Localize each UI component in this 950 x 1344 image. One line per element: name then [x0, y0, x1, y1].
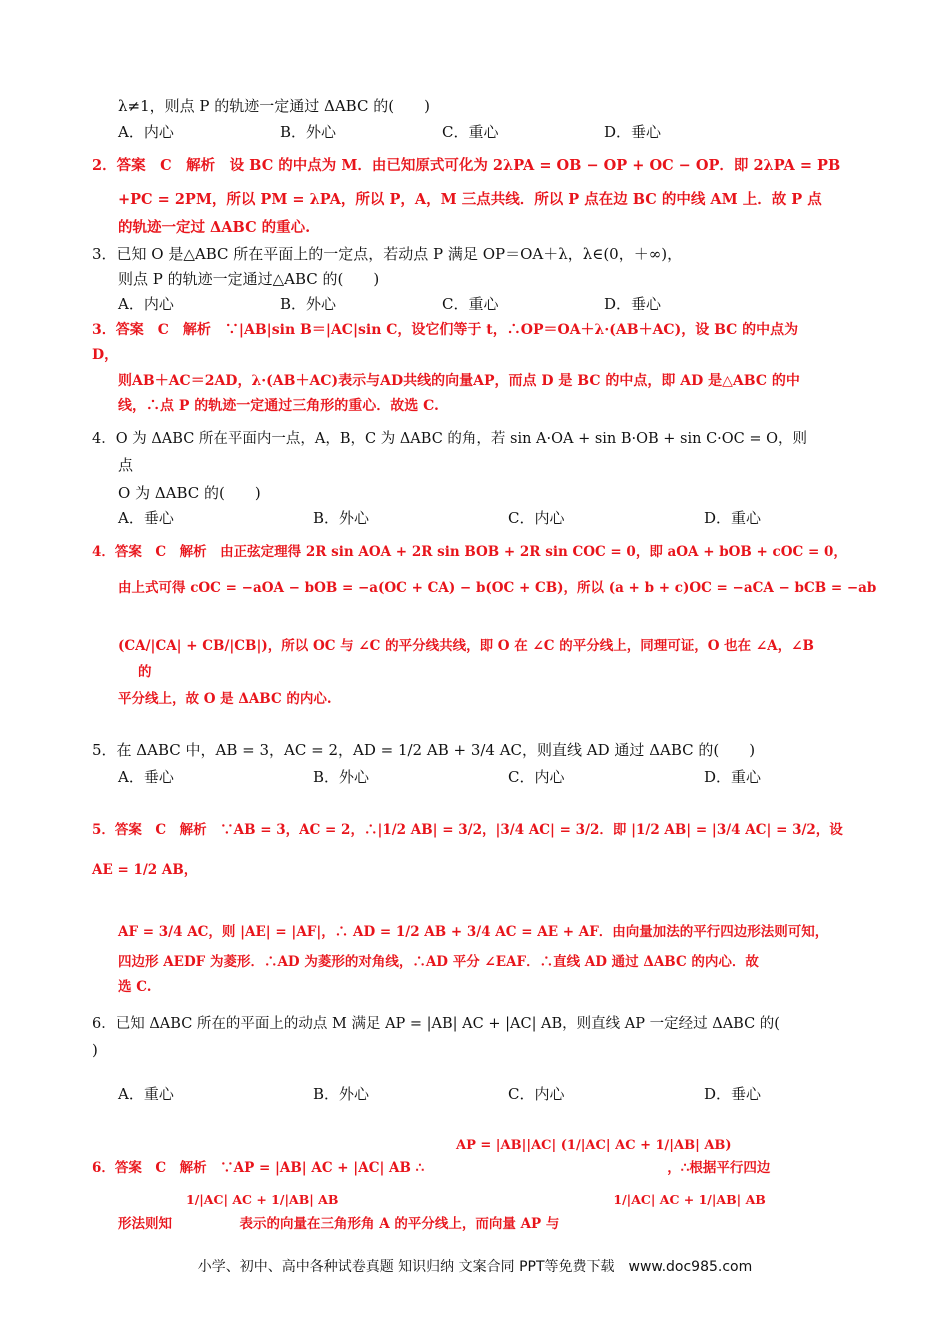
q2-answer-line-1: 2．答案 C 解析 设 BC 的中点为 M．由已知原式可化为 2λPA = OB − OP + OC − OP．即 2λPA = PB: [92, 157, 841, 174]
q5-option-c: C．内心: [508, 768, 565, 786]
q3-answer-line-4: 线，∴点 P 的轨迹一定通过三角形的重心．故选 C.: [118, 398, 439, 414]
q5-stem: 5．在 ΔABC 中，AB = 3，AC = 2，AD = 1/2 AB + 3/4 AC，则直线 AD 通过 ΔABC 的( ): [92, 741, 756, 759]
q5-answer-line-5: 选 C.: [118, 979, 152, 995]
q2-answer-line-2: +PC = 2PM，所以 PM = λPA，所以 P，A，M 三点共线．所以 P 点在边 BC 的中线 AM 上．故 P 点: [118, 191, 822, 208]
q3-stem-line-2: 则点 P 的轨迹一定通过△ABC 的( ): [118, 270, 380, 288]
q4-option-a: A．垂心: [118, 509, 174, 527]
q3-stem-line-1: 3．已知 O 是△ABC 所在平面上的一定点，若动点 P 满足 OP＝OA＋λ，λ∈(0，＋∞)，: [92, 245, 683, 263]
q3-option-d: D．垂心: [604, 295, 662, 313]
q1-option-b: B．外心: [280, 123, 337, 141]
q6-stem-line-2: ): [92, 1041, 98, 1059]
q6-option-b: B．外心: [313, 1085, 370, 1103]
q3-answer-line-2: D，: [92, 347, 119, 363]
q4-answer-line-5: 平分线上，故 O 是 ΔABC 的内心.: [118, 691, 332, 707]
q1-option-a: A．内心: [118, 123, 174, 141]
q3-option-a: A．内心: [118, 295, 174, 313]
q4-option-b: B．外心: [313, 509, 370, 527]
q5-answer-line-3: AF = 3/4 AC，则 |AE| = |AF|，∴ AD = 1/2 AB + 3/4 AC = AE + AF．由向量加法的平行四边形法则可知，: [118, 924, 829, 940]
q3-option-c: C．重心: [442, 295, 499, 313]
q4-answer-line-1: 4．答案 C 解析 由正弦定理得 2R sin AOA + 2R sin BOB + 2R sin COC = 0，即 aOA + bOB + cOC = 0，: [92, 544, 847, 560]
q6-stem-line-1: 6．已知 ΔABC 所在的平面上的动点 M 满足 AP = |AB| AC + |AC| AB，则直线 AP 一定经过 ΔABC 的(: [92, 1016, 780, 1032]
q4-answer-line-4: 的: [138, 664, 152, 680]
page-footer: 小学、初中、高中各种试卷真题 知识归纳 文案合同 PPT等免费下载 www.doc985.com: [197, 1259, 753, 1275]
q6-answer-fraction-row: 1/|AC| AC + 1/|AB| AB 1/|AC| AC + 1/|AB| AB: [186, 1192, 766, 1207]
q5-answer-line-4: 四边形 AEDF 为菱形．∴AD 为菱形的对角线，∴AD 平分 ∠EAF．∴直线 AD 通过 ΔABC 的内心．故: [118, 954, 759, 970]
q3-answer-line-1: 3．答案 C 解析 ∵|AB|sin B＝|AC|sin C，设它们等于 t，∴OP＝OA＋λ·(AB＋AC)，设 BC 的中点为: [92, 322, 799, 338]
q6-option-a: A．重心: [118, 1085, 174, 1103]
q5-option-b: B．外心: [313, 768, 370, 786]
q1-option-d: D．垂心: [604, 123, 662, 141]
q5-option-a: A．垂心: [118, 768, 174, 786]
q5-answer-line-2: AE = 1/2 AB，: [92, 862, 198, 878]
q4-answer-line-3: (CA/|CA| + CB/|CB|)，所以 OC 与 ∠C 的平分线共线，即 O 在 ∠C 的平分线上，同理可证，O 也在 ∠A，∠B: [118, 638, 814, 654]
q5-option-d: D．重心: [704, 768, 762, 786]
q4-stem-line-2: 点: [118, 456, 134, 474]
q6-option-d: D．垂心: [704, 1085, 762, 1103]
q4-stem-line-1: 4．O 为 ΔABC 所在平面内一点，A，B，C 为 ΔABC 的角，若 sin A·OA + sin B·OB + sin C·OC = O，则: [92, 431, 808, 447]
q6-answer-line-2: 形法则知 表示的向量在三角形角 A 的平分线上，而向量 AP 与: [118, 1216, 560, 1232]
q3-option-b: B．外心: [280, 295, 337, 313]
q4-option-c: C．内心: [508, 509, 565, 527]
q1-option-c: C．重心: [442, 123, 499, 141]
q1-tail: λ≠1，则点 P 的轨迹一定通过 ΔABC 的( ): [118, 97, 430, 115]
q3-answer-line-3: 则AB＋AC＝2AD，λ·(AB＋AC)表示与AD共线的向量AP，而点 D 是 BC 的中点，即 AD 是△ABC 的中: [118, 373, 800, 389]
q6-option-c: C．内心: [508, 1085, 565, 1103]
q6-answer-line-1: 6．答案 C 解析 ∵AP = |AB| AC + |AC| AB ∴ ，∴根据平行四边: [92, 1160, 771, 1176]
q4-answer-line-2: 由上式可得 cOC = −aOA − bOB = −a(OC + CA) − b(OC + CB)，所以 (a + b + c)OC = −aCA − bCB = −ab: [118, 580, 877, 596]
q5-answer-line-1: 5．答案 C 解析 ∵AB = 3，AC = 2，∴|1/2 AB| = 3/2，|3/4 AC| = 3/2．即 |1/2 AB| = |3/4 AC| = 3/2，设: [92, 822, 843, 838]
q6-answer-formula: AP = |AB||AC| (1/|AC| AC + 1/|AB| AB): [456, 1138, 732, 1153]
q2-answer-line-3: 的轨迹一定过 ΔABC 的重心.: [118, 219, 311, 236]
q4-option-d: D．重心: [704, 509, 762, 527]
q4-stem-line-3: O 为 ΔABC 的( ): [118, 484, 261, 502]
